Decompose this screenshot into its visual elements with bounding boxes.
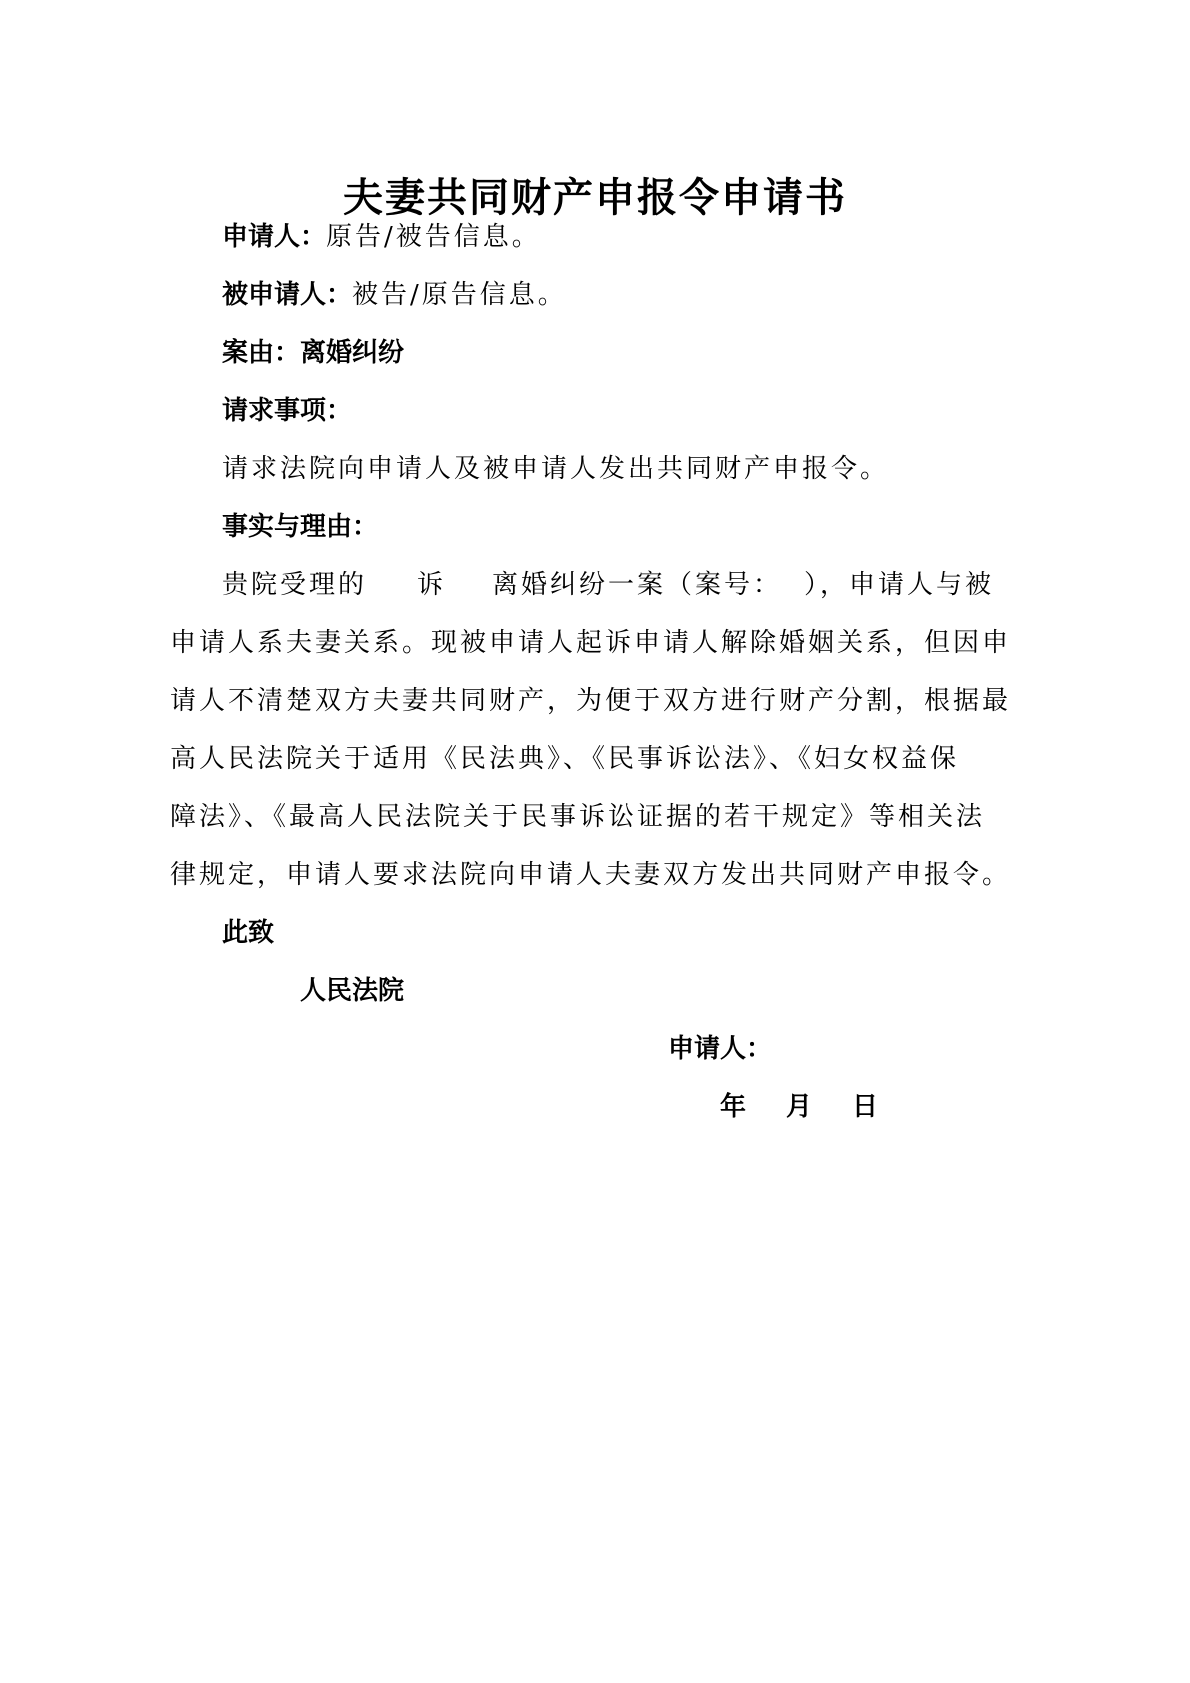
signature-label: 申请人： xyxy=(668,1034,773,1064)
cause-label: 案由： xyxy=(222,338,301,368)
date-line xyxy=(720,1090,878,1124)
cause-line xyxy=(222,336,404,370)
respondent-line xyxy=(222,278,567,312)
court-name: 人民法院 xyxy=(300,976,405,1006)
applicant-value: 原告/被告信息。 xyxy=(326,222,541,252)
facts-line-1-part-1: 贵院受理的 xyxy=(222,570,368,600)
facts-line-4: 高人民法院关于适用《民法典》、《民事诉讼法》、《妇女权益保 xyxy=(170,744,960,774)
cause-value: 离婚纠纷 xyxy=(300,338,405,368)
date-day: 日 xyxy=(852,1092,879,1122)
claims-text: 请求法院向申请人及被申请人发出共同财产申报令。 xyxy=(222,454,890,484)
date-year: 年 xyxy=(720,1092,747,1122)
facts-line-2: 申请人系夫妻关系。现被申请人起诉申请人解除婚姻关系，但因申 xyxy=(170,628,1012,658)
document-title: 夫妻共同财产申报令申请书 xyxy=(343,175,847,221)
facts-line-3: 请人不清楚双方夫妻共同财产，为便于双方进行财产分割，根据最 xyxy=(170,686,1012,716)
facts-line-1-part-4: ），申请人与被 xyxy=(804,570,995,600)
facts-line-1-part-2: 诉 xyxy=(417,570,447,600)
salutation: 此致 xyxy=(222,918,275,948)
applicant-line xyxy=(222,220,541,254)
facts-line-5: 障法》、《最高人民法院关于民事诉讼证据的若干规定》等相关法 xyxy=(170,802,986,832)
claims-heading: 请求事项： xyxy=(222,396,353,426)
respondent-label: 被申请人： xyxy=(222,280,353,310)
respondent-value: 被告/原告信息。 xyxy=(352,280,567,310)
facts-line-1-part-3: 离婚纠纷一案（案号： xyxy=(492,570,783,600)
date-month: 月 xyxy=(786,1092,813,1122)
facts-heading: 事实与理由： xyxy=(222,512,379,542)
facts-line-6: 律规定，申请人要求法院向申请人夫妻双方发出共同财产申报令。 xyxy=(170,860,1012,890)
facts-line-1 xyxy=(222,568,994,602)
applicant-label: 申请人： xyxy=(222,222,327,252)
